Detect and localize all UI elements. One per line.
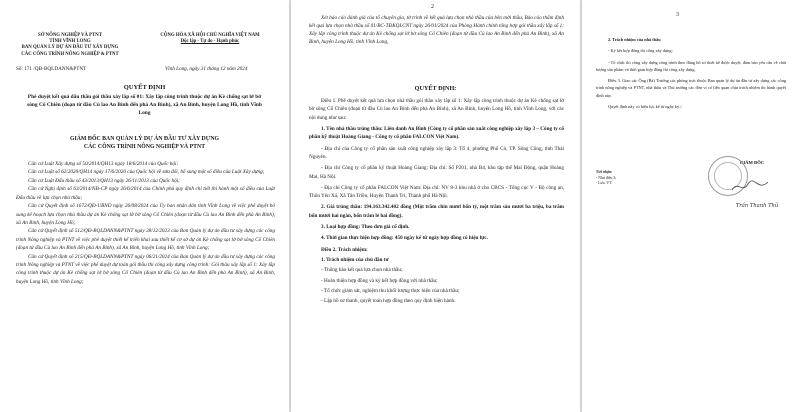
recipients-block (596, 170, 616, 187)
legal-basis-item: Căn cứ Quyết định số 1672/QĐ-UBND ngày 26/08/2024 của Ủy ban nhân dân tỉnh Vĩnh Long về việc phê duyệt bổ sung kế hoạch lựa chọn nhà thầu dự án Kè chống sạt lở bờ sông Cổ Chiên (đoạn từ đầu Cù lao An Bình đến phà An Bình), xã An Bình, huyện Long Hồ; (16, 203, 275, 226)
article-3: Điều 3. Giao các Ông (Bà) Trưởng các phòng trực thuộc Ban quản lý dự án đầu tư xây dựng các công trình nông nghiệp và PTNT, nhà thầu và Thủ trưởng các đơn vị có liên quan chịu trách nhiệm thi hành quyết định này. (596, 78, 786, 98)
issuing-authority (10, 136, 279, 151)
legal-basis-item: Căn cứ Luật Xây dựng số 50/2014/QH13 ngày 18/6/2014 của Quốc hội; (28, 161, 179, 167)
legal-basis-item: Căn cứ Quyết định số 215/QĐ-BQLDANN&PTNT ngày 06/21/2024 của Ban Quản lý dự án đầu tư xây dựng các công trình Nông nghiệp và PTNT về việc phê duyệt dự toán gói thầu thi công xây dựng công trình: Gói thầu xây lắp số 1: Xây lắp công trình thuộc dự án Kè chống sạt lở bờ sông Cổ Chiên (đoạn từ đầu Cù lao An Bình đến phà An Bình), xã An Bình, huyện Long Hồ, tỉnh Vĩnh Long; (16, 253, 275, 285)
document-page-3 (582, 0, 800, 412)
legal-basis-item: Căn cứ Luật số 62/2020/QH14 ngày 17/6/2020 của Quốc hội về sửa đổi, bổ sung một số điều của Luật Xây dựng; (28, 169, 265, 176)
document-page-1 (0, 0, 289, 412)
signature-scribble (730, 178, 770, 196)
duty-item: - Thông báo kết quả lựa chọn nhà thầu; (321, 267, 403, 274)
contractor-responsibility-heading: 2. Trách nhiệm của nhà thầu (608, 37, 661, 42)
agency-line: SỞ NÔNG NGHIỆP VÀ PTNT (38, 33, 102, 38)
contractor-duty: - Ký kết hợp đồng thi công xây dựng; (608, 48, 673, 54)
page-number: 2 (431, 4, 434, 10)
duty-item: - Tổ chức giám sát, nghiệm thu khối lượng thực hiện của nhà thầu; (321, 287, 460, 294)
investor-responsibility-heading: 1. Trách nhiệm của chủ đầu tư (321, 257, 389, 263)
agency-line: CÁC CÔNG TRÌNH NÔNG NGHIỆP & PTNT (21, 51, 119, 57)
address-item: - Địa chỉ Công ty cổ phần kỹ thuật Hoàng Giang: Địa chỉ: Số P201, nhà B4, khu tập thể Mai Động, quận Hoàng Mai, Hà Nội. (309, 165, 564, 180)
item-winning-bidder: 1. Tên nhà thầu trúng thầu: Liên danh An Bình (Công ty cổ phần sản xuất công nghiệp xây lắp 3 – Công ty cổ phần kỹ thuật Hoàng Giang - Công ty cổ phần FALCON Việt Nam). (309, 125, 564, 141)
agency-line: BAN QUẢN LÝ DỰ ÁN ĐẦU TƯ XÂY DỰNG (21, 45, 119, 51)
review-paragraph: Xét báo cáo đánh giá của tổ chuyên gia, tờ trình về kết quả lựa chọn nhà thầu của bên mời thầu, Báo cáo thẩm định kết quả lựa chọn nhà thầu số 01/BC-TĐKQLCNT ngày 26/01/2024 của Phòng Hành chính tổng hợp gói thầu xây lắp số 1: Xây lắp công trình thuộc dự án Kè chống sạt lở bờ sông Cổ Chiên (đoạn từ đầu Cù lao An Bình đến phà An Bình), xã An Bình, huyện Long Hồ, tỉnh Vĩnh Long, (309, 15, 564, 46)
article-1: Điều 1. Phê duyệt kết quả lựa chọn nhà thầu gói thầu xây lắp số 1: Xây lắp công trình thuộc dự án Kè chống sạt lở bờ sông Cổ Chiên (đoạn từ đầu Cù lao An Bình đến phà An Bình), xã An Bình, huyện Long Hồ, tỉnh Vĩnh Long, với các nội dung như sau: (309, 98, 564, 121)
agency-line: TỈNH VĨNH LONG (49, 39, 91, 45)
signer-name: Trần Thanh Thủ (735, 203, 779, 209)
place-date: Vĩnh Long, ngày 31 tháng 12 năm 2024 (165, 66, 248, 72)
duty-item: - Hoàn thiện hợp đồng và ký kết hợp đồng với nhà thầu; (321, 277, 438, 284)
authority-line: GIÁM ĐỐC BAN QUẢN LÝ DỰ ÁN ĐẦU TƯ XÂY DỰNG (69, 136, 220, 142)
item-winning-price: 2. Giá trúng thầu: 194.163.342.402 đồng (Một trăm chín mươi bốn tỷ, một trăm sáu mươi ba triệu, ba trăm bốn mươi hai ngàn, bốn trăm lẻ hai đồng). (309, 204, 564, 219)
national-header (135, 33, 285, 45)
article-2: Điều 2. Trách nhiệm: (321, 246, 368, 253)
document-page-2 (291, 0, 580, 412)
recipients-title: Nơi nhận: (596, 170, 613, 174)
document-number: Số: 171 /QĐ-BQLDANN&PTNT (16, 66, 87, 72)
document-subject: Phê duyệt kết quả đấu thầu gói thầu xây lắp số 01: Xây lắp công trình thuộc dự án Kè chống sạt lở bờ sông Cổ Chiên (đoạn từ đầu Cù lao An Bình đến phà An Bình), xã An Bình, huyện Long Hồ, tỉnh Vĩnh Long (27, 94, 262, 116)
recipient-item: - Lưu: VT. (596, 181, 613, 186)
legal-basis-item: Căn cứ Luật Đấu thầu số 43/2013/QH13 ngày 26/11/2013 của Quốc hội; (28, 177, 180, 184)
legal-bases (16, 160, 275, 286)
duty-item: - Lập hồ sơ thanh, quyết toán hợp đồng theo quy định hiện hành. (321, 298, 456, 305)
signer-title: GIÁM ĐỐC (739, 160, 765, 165)
item-contract-duration: 4. Thời gian thực hiện hợp đồng: 450 ngày kể từ ngày hợp đồng có hiệu lực. (321, 235, 488, 242)
nation-motto: Độc lập - Tự do - Hạnh phúc (180, 39, 240, 45)
item-contract-type: 3. Loại hợp đồng: Theo đơn giá cố định. (321, 224, 410, 231)
issuing-agency (10, 33, 130, 58)
recipient-item: - Như điều 3; (596, 175, 617, 180)
decision-heading: QUYẾT ĐỊNH: (414, 85, 457, 92)
legal-basis-item: Căn cứ Nghị định số 63/2014/NĐ-CP ngày 26/6/2014 của Chính phủ quy định chi tiết thi hành một số điều của Luật Đấu thầu về lựa chọn nhà thầu; (16, 186, 275, 201)
decision-body-cont (596, 36, 786, 110)
address-item: - Địa chỉ Công ty cổ phần FALCON Việt Nam: Địa chỉ: NV 8-3 khu nhà ở cho CBCS - Tổng cục V - Bộ công an, Thôn Yên Xá, Xã Tân Triều, Huyện Thanh Trì, Thành phố Hà Nội. (309, 184, 564, 200)
contractor-duty: - Tổ chức thi công xây dựng công trình theo đúng hồ sơ thiết kế được duyệt, đảm bảo yêu cầu về chất lượng sản phẩm và thời gian hợp đồng thi công xây dựng. (596, 59, 786, 72)
page-number: 3 (676, 12, 679, 18)
effective-clause: Quyết định này có hiệu lực kể từ ngày ký./. (608, 104, 683, 110)
legal-basis-item: Căn cứ Quyết định số 512/QĐ-BQLDANN&PTNT ngày 28/12/2023 của Ban Quản lý dự án đầu tư xây dựng các công trình Nông nghiệp và PTNT về việc phê duyệt thiết kế triển khai sau thiết kế cơ sở dự án Kè chống sạt lở bờ sông Cổ Chiên (đoạn từ đầu Cù lao An Bình đến phà An Bình), xã An Bình, huyện Long Hồ, tỉnh Vĩnh Long; (16, 228, 275, 252)
address-item: - Địa chỉ của Công ty cổ phần sản xuất công nghiệp xây lắp 3: Tổ 4, phường Phố Cò, TP. Sông Công, tỉnh Thái Nguyên. (309, 145, 564, 160)
document-type: QUYẾT ĐỊNH (123, 84, 166, 91)
nation-title: CỘNG HÒA XÃ HỘI CHỦ NGHĨA VIỆT NAM (160, 33, 260, 38)
authority-line: CÁC CÔNG TRÌNH NÔNG NGHIỆP VÀ PTNT (83, 143, 206, 150)
decision-body (309, 97, 564, 306)
